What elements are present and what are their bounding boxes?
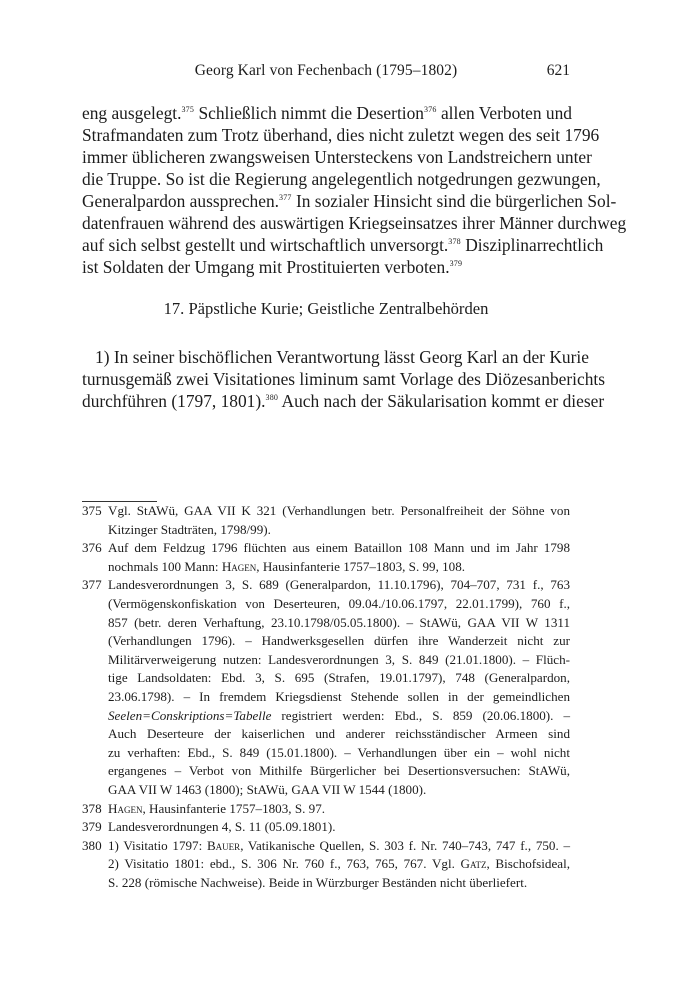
footnote-number: 378 bbox=[82, 800, 102, 816]
footnote-text bbox=[108, 818, 570, 837]
footnote-377 bbox=[82, 576, 570, 799]
footnotes bbox=[82, 502, 570, 892]
text-line: Strafmandaten zum Trotz überhand, dies nicht zuletzt wegen des seit 1796 bbox=[82, 125, 600, 145]
footnote-line: Seelen=Conskriptions=Tabelle registriert werden: Ebd., S. 859 (20.06.1800). – bbox=[108, 707, 570, 723]
footnote-379 bbox=[82, 818, 570, 837]
footnote-line: ergangenes – Verbot von Mithilfe Bürgerlicher bei Desertionsversuchen: StAWü, bbox=[108, 763, 570, 779]
footnote-ref[interactable]: 377 bbox=[279, 193, 292, 203]
footnote-line: zu verhaften: Ebd., S. 849 (15.01.1800). – Verhandlungen über ein – wohl nicht bbox=[108, 744, 570, 760]
footnote-text bbox=[108, 539, 570, 576]
text-line: eng ausgelegt.$^{375}$ Schließlich nimmt die Desertion$^{376}$ allen Verboten und bbox=[82, 103, 572, 123]
footnote-378 bbox=[82, 800, 570, 819]
footnote-ref[interactable]: 380 bbox=[265, 393, 279, 403]
footnote-line: (Vermögenskonfiskation von Deserteuren, 09.04./10.06.1797, 22.01.1799), 760 f., bbox=[108, 595, 570, 611]
footnote-line: nochmals 100 Mann: Hagen, Hausinfanterie 1757–1803, S. 99, 108. bbox=[108, 558, 466, 574]
footnote-line: 1) Visitatio 1797: Bauer, Vatikanische Quellen, S. 303 f. Nr. 740–743, 747 f., 750. – bbox=[108, 837, 570, 853]
footnote-line: Auf dem Feldzug 1796 flüchten aus einem Bataillon 108 Mann und im Jahr 1798 bbox=[108, 540, 570, 556]
footnote-ref[interactable]: 378 bbox=[448, 237, 461, 247]
page-number: 621 bbox=[546, 62, 570, 79]
footnote-line: 857 (betr. deren Verhaftung, 23.10.1798/05.05.1800). – StAWü, GAA VII W 1311 bbox=[108, 614, 570, 630]
text-line: 1) In seiner bischöflichen Verantwortung lässt Georg Karl an der Kurie bbox=[82, 347, 589, 367]
footnote-number: 375 bbox=[82, 503, 102, 518]
footnote-line: Landesverordnungen 3, S. 689 (Generalpardon, 11.10.1796), 704–707, 731 f., 763 bbox=[108, 577, 570, 593]
footnote-line: Vgl. StAWü, GAA VII K 321 (Verhandlungen betr. Personalfreiheit der Söhne von bbox=[108, 503, 570, 518]
footnote-number: 379 bbox=[82, 819, 102, 835]
footnote-text bbox=[108, 837, 570, 893]
body-paragraph-1 bbox=[82, 102, 627, 278]
footnote-text bbox=[108, 800, 570, 819]
text-line: immer üblicheren zwangsweisen Untersteckens von Landstreichern unter bbox=[82, 147, 592, 167]
text-line: Generalpardon aussprechen.$^{377}$ In sozialer Hinsicht sind die bürgerlichen Sol- bbox=[82, 191, 617, 211]
running-title: Georg Karl von Fechenbach (1795–1802) bbox=[194, 62, 458, 79]
footnote-line: Kitzinger Stadträten, 1798/99). bbox=[108, 521, 271, 537]
footnote-line: 23.06.1798). – In fremdem Kriegsdienst Stehende sollen in der gemeindlichen bbox=[108, 688, 570, 704]
footnote-line: S. 228 (römische Nachweise). Beide in Würzburger Beständen nicht überliefert. bbox=[108, 874, 528, 890]
footnote-375 bbox=[82, 502, 570, 539]
text-line: turnusgemäß zwei Visitationes liminum samt Vorlage des Diözesanberichts bbox=[82, 369, 605, 389]
text-line: die Truppe. So ist die Regierung angelegentlich notgedrungen gezwungen, bbox=[82, 169, 601, 189]
footnote-number: 376 bbox=[82, 540, 102, 556]
text-line: auf sich selbst gestellt und wirtschaftlich unversorgt.$^{378}$ Disziplinarrechtlich bbox=[82, 235, 604, 255]
footnote-number: 377 bbox=[82, 577, 102, 593]
footnote-ref[interactable]: 379 bbox=[449, 259, 463, 269]
text-line: durchführen (1797, 1801).$^{380}$ Auch nach der Säkularisation kommt er dieser bbox=[82, 391, 605, 411]
footnote-text bbox=[108, 502, 570, 539]
footnote-line: tige Landsoldaten: Ebd. 3, S. 695 (Strafen, 19.01.1797), 748 (Generalpardon, bbox=[108, 670, 570, 686]
running-header bbox=[82, 62, 570, 84]
footnote-380 bbox=[82, 837, 570, 893]
footnote-line: GAA VII W 1463 (1800); StAWü, GAA VII W 1544 (1800). bbox=[108, 781, 427, 797]
footnote-line: (Verhandlungen 1796). – Handwerksgesellen dürfen ihre Wanderzeit nicht zur bbox=[108, 633, 570, 649]
footnote-line: Landesverordnungen 4, S. 11 (05.09.1801). bbox=[108, 819, 336, 835]
footnote-ref[interactable]: 376 bbox=[424, 105, 437, 115]
footnote-text bbox=[108, 576, 570, 799]
footnote-line: Militärverweigerung nutzen: Landesverordnungen 3, S. 849 (21.01.1800). – Flüch- bbox=[108, 651, 570, 667]
footnote-line: Auch Deserteure der kaiserlichen und anderer reichsständischer Armeen sind bbox=[108, 726, 570, 742]
footnote-ref[interactable]: 375 bbox=[181, 105, 195, 115]
footnote-number: 380 bbox=[82, 837, 102, 853]
text-line: ist Soldaten der Umgang mit Prostituierten verboten.$^{379}$ bbox=[82, 257, 463, 277]
footnote-line: 2) Visitatio 1801: ebd., S. 306 Nr. 760 f., 763, 765, 767. Vgl. Gatz, Bischofsideal, bbox=[108, 856, 570, 872]
footnote-line: Hagen, Hausinfanterie 1757–1803, S. 97. bbox=[108, 800, 326, 816]
footnote-376 bbox=[82, 539, 570, 576]
body-paragraph-2 bbox=[82, 346, 605, 412]
text-line: datenfrauen während des auswärtigen Kriegseinsatzes ihrer Männer durchweg bbox=[82, 213, 627, 233]
section-heading: 17. Päpstliche Kurie; Geistliche Zentralbehörden bbox=[163, 299, 489, 318]
